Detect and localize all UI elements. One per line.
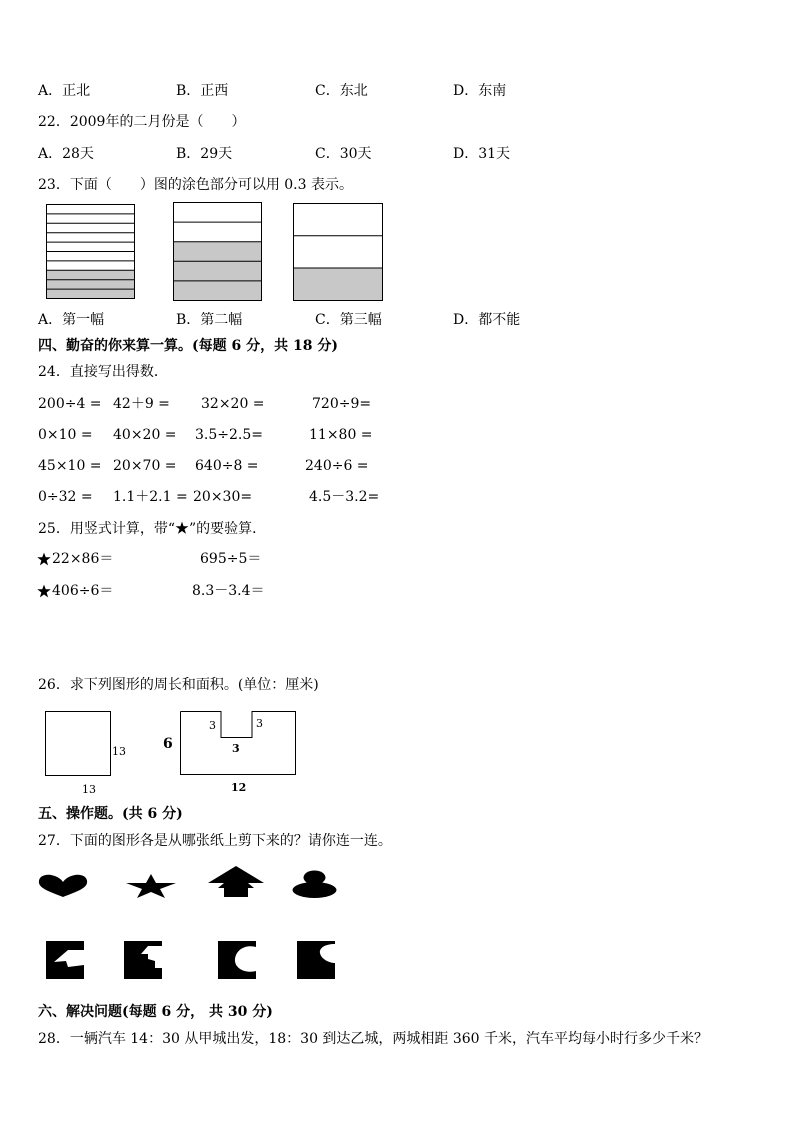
notch-left-label: 3 [209,719,216,732]
section-six-title: 六、解决问题(每题 6 分， 共 30 分) [38,1004,273,1020]
q25-item-1: 22×86＝ [52,551,114,567]
square-side-label: 13 [112,745,126,758]
q24-r4-c1: 0÷32 = [38,489,93,505]
q24-r1-c2: 42＋9 = [113,396,170,412]
q24-r1-c3: 32×20 = [201,396,265,412]
q24-r1-c4: 720÷9= [312,396,372,412]
section-four-title: 四、勤奋的你来算一算。(每题 6 分，共 18 分) [38,338,338,354]
q24-r4-c4: 4.5－3.2= [309,489,380,505]
q24-r4-c2: 1.1＋2.1 = [113,489,188,505]
q26-stem: 26．求下列图形的周长和面积。(单位：厘米) [38,677,319,693]
star-shape [126,874,176,898]
paper-piece-one [46,941,84,979]
q24-r2-c4: 11×80 = [309,427,373,443]
q24-r2-c3: 3.5÷2.5= [195,427,263,443]
figure-two [173,202,263,302]
shape-bottom-label: 12 [231,781,247,794]
q23-option-b: B．第二幅 [176,312,243,328]
star-icon [37,552,51,566]
q21-option-c: C．东北 [315,83,368,99]
star-icon [37,584,51,598]
q24-r3-c1: 45×10 = [38,458,102,474]
square-shape [45,711,111,776]
q21-option-b: B．正西 [176,83,229,99]
q24-r3-c4: 240÷6 = [305,458,369,474]
q24-r1-c1: 200÷4 = [38,396,102,412]
notch-bottom-label: 3 [232,742,240,755]
q25-stem: 25．用竖式计算，带“★”的要验算． [38,521,267,537]
q23-option-c: C．第三幅 [315,312,382,328]
q25-item-2: 695÷5＝ [200,551,262,567]
q23-stem: 23．下面（ ）图的涂色部分可以用 0.3 表示。 [38,177,353,193]
paper-piece-four [297,941,335,979]
section-five-title: 五、操作题。(共 6 分) [38,806,183,822]
q25-item-4: 8.3－3.4＝ [192,583,265,599]
q28-stem: 28．一辆汽车 14：30 从甲城出发，18：30 到达乙城，两城相距 360 千米，汽车平均每小时行多少千米？ [38,1031,709,1047]
q24-r2-c1: 0×10 = [38,427,93,443]
q24-r2-c2: 40×20 = [113,427,177,443]
q24-r4-c3: 20×30= [193,489,253,505]
q24-stem: 24．直接写出得数． [38,364,168,380]
notch-right-label: 3 [256,717,263,730]
q23-option-a: A．第一幅 [38,312,105,328]
q22-option-a: A．28天 [38,146,94,162]
figure-one [46,204,136,300]
q23-option-d: D．都不能 [453,312,521,328]
heart-shape [38,874,88,898]
q22-stem: 22．2009年的二月份是（ ） [38,114,246,130]
q21-option-d: D．东南 [453,83,507,99]
paper-piece-two [124,941,162,979]
figure-three [293,203,384,302]
shape-left-label: 6 [163,736,173,752]
mushroom-shape [292,870,337,898]
q22-option-d: D．31天 [453,146,511,162]
paper-piece-three [218,941,256,979]
q24-r3-c3: 640÷8 = [195,458,259,474]
q21-option-a: A．正北 [38,83,91,99]
q22-option-b: B．29天 [176,146,233,162]
q27-stem: 27．下面的图形各是从哪张纸上剪下来的？请你连一连。 [38,833,392,849]
q25-item-3: 406÷6＝ [52,583,114,599]
square-bottom-label: 13 [82,783,96,796]
tree-shape [208,866,264,897]
q24-r3-c2: 20×70 = [113,458,177,474]
q22-option-c: C．30天 [315,146,372,162]
